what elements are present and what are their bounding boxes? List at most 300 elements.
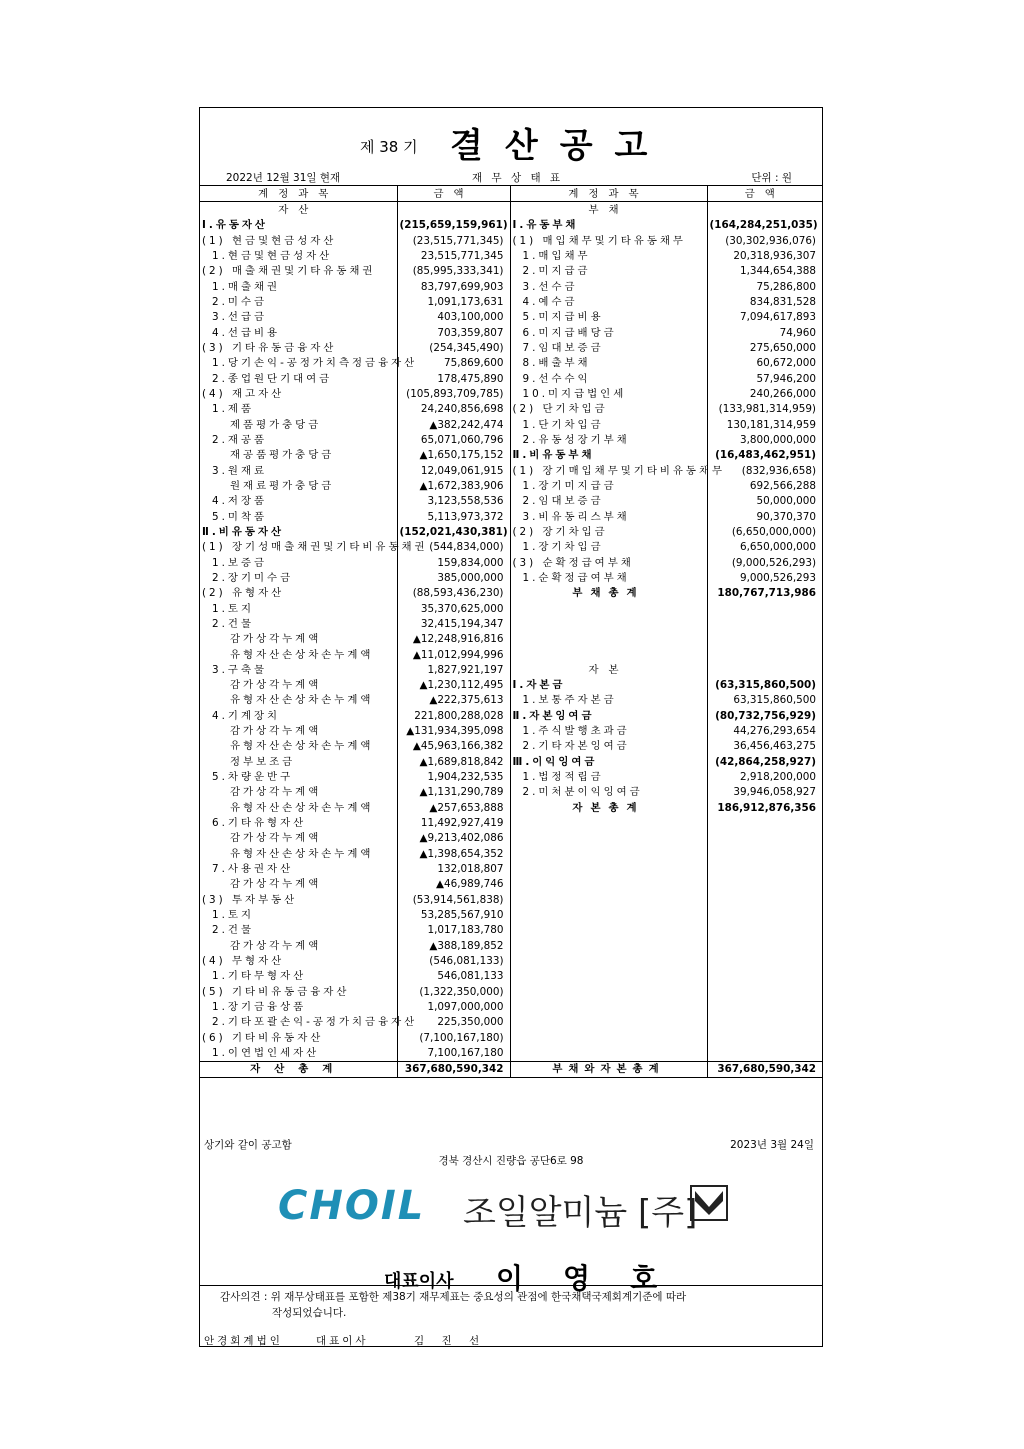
liab-account-cell (510, 861, 707, 876)
asset-account-cell: 1.장기금융상품 (212, 1001, 307, 1014)
logo-mark-icon (690, 1185, 728, 1221)
liab-amount-cell: 6,650,000,000 (707, 540, 822, 555)
liab-account-cell (510, 969, 707, 984)
asset-account-cell: (3) 기타유동금융자산 (202, 341, 337, 354)
liab-amount-cell: 1,344,654,388 (707, 264, 822, 279)
liab-account-cell: 3.비유동리스부채 (510, 509, 707, 524)
liab-amount-cell: 186,912,876,356 (707, 800, 822, 815)
asset-amount-cell: 1,827,921,197 (397, 662, 510, 677)
table-row (200, 892, 822, 907)
asset-account-cell: (2) 유형자산 (202, 587, 285, 600)
liab-account-cell: 9.선수수익 (510, 371, 707, 386)
period-label: 제 38 기 (360, 138, 418, 156)
asset-amount-cell: 75,869,600 (397, 356, 510, 371)
liab-amount-cell: (6,650,000,000) (707, 524, 822, 539)
liab-amount-cell (707, 202, 822, 218)
asset-account-cell: 1.매출채권 (212, 280, 281, 293)
table-row (200, 923, 822, 938)
asset-account-cell: 2.장기미수금 (212, 571, 294, 584)
asset-account-cell: 2.기타포괄손익-공정가치금융자산 (212, 1016, 418, 1029)
audit-opinion-line1: 감사의견 : 위 재무상태표를 포함한 제38기 재무제표는 중요성의 관점에 한국채택국제회계기준에 따라 (220, 1291, 687, 1303)
liab-amount-cell (707, 938, 822, 953)
asset-account-cell: 5.미착품 (212, 510, 268, 523)
liab-amount-cell (707, 892, 822, 907)
table-row (200, 831, 822, 846)
table-row (200, 463, 822, 478)
liab-account-cell (510, 984, 707, 999)
asset-account-cell: 6.기타유형자산 (212, 817, 307, 830)
table-row (200, 938, 822, 953)
liab-amount-cell: (42,864,258,927) (707, 754, 822, 769)
liab-amount-cell: 90,370,370 (707, 509, 822, 524)
asset-amount-cell: 24,240,856,698 (397, 402, 510, 417)
asset-amount-cell: ▲11,012,994,996 (397, 647, 510, 662)
liab-account-cell: (1) 매입채무및기타유동채무 (510, 233, 707, 248)
asset-account-cell: 자산 (278, 203, 319, 216)
liab-account-cell (510, 616, 707, 631)
liab-account-cell: 4.예수금 (510, 294, 707, 309)
table-row (200, 877, 822, 892)
liab-account-cell: (1) 장기매입채무및기타비유동채무 (510, 463, 707, 478)
table-row (200, 647, 822, 662)
table-row (200, 202, 822, 218)
liab-account-cell: Ⅱ.비유동부채 (510, 448, 707, 463)
asset-amount-cell: ▲1,398,654,352 (397, 846, 510, 861)
asset-amount-cell: (88,593,436,230) (397, 586, 510, 601)
liab-amount-cell: (80,732,756,929) (707, 708, 822, 723)
liab-account-cell (510, 647, 707, 662)
table-row (200, 478, 822, 493)
table-row (200, 524, 822, 539)
liab-account-cell (510, 938, 707, 953)
asset-amount-cell: 11,492,927,419 (397, 815, 510, 830)
asset-amount-cell: ▲1,689,818,842 (397, 754, 510, 769)
totals-row (200, 1061, 822, 1077)
logo-korean-text: 조일알미늄 [주] (463, 1193, 698, 1233)
asset-amount-cell: 12,049,061,915 (397, 463, 510, 478)
table-row (200, 371, 822, 386)
notice-footer (200, 1135, 822, 1348)
table-row (200, 325, 822, 340)
asset-account-cell: 1.현금및현금성자산 (212, 249, 333, 262)
liab-account-cell (510, 907, 707, 922)
liab-amount-cell (707, 846, 822, 861)
asset-amount-cell: (152,021,430,381) (397, 524, 510, 539)
table-row (200, 601, 822, 616)
liab-amount-cell: 50,000,000 (707, 494, 822, 509)
liab-account-cell: 부채총계 (510, 586, 707, 601)
liab-amount-cell (707, 815, 822, 830)
liab-amount-cell (707, 907, 822, 922)
liab-amount-cell (707, 984, 822, 999)
notice-frame (199, 107, 823, 1347)
liab-account-cell: Ⅲ.이익잉여금 (510, 754, 707, 769)
liab-account-cell (510, 892, 707, 907)
table-row (200, 739, 822, 754)
company-logo (278, 1183, 738, 1233)
table-row (200, 999, 822, 1014)
liab-account-cell: 8.배출부채 (510, 356, 707, 371)
table-row (200, 233, 822, 248)
liab-account-cell: 1.순확정급여부채 (510, 570, 707, 585)
table-row (200, 248, 822, 263)
assets-total-label: 자산총계 (200, 1061, 397, 1077)
asset-account-cell: 1.기타무형자산 (212, 970, 307, 983)
asset-account-cell: (1) 현금및현금성자산 (202, 234, 337, 247)
liab-account-cell: 2.미처분이익잉여금 (510, 785, 707, 800)
liab-amount-cell (707, 662, 822, 677)
logo-latin-text: CHOIL (278, 1183, 426, 1229)
liab-amount-cell: 57,946,200 (707, 371, 822, 386)
liab-amount-cell: (30,302,936,076) (707, 233, 822, 248)
liab-amount-cell (707, 647, 822, 662)
asset-amount-cell (397, 202, 510, 218)
table-row (200, 969, 822, 984)
audit-opinion (220, 1289, 780, 1321)
asset-account-cell: 1.토지 (212, 602, 254, 615)
liab-amount-cell: 130,181,314,959 (707, 417, 822, 432)
asset-amount-cell: (546,081,133) (397, 953, 510, 968)
liab-account-cell: Ⅱ.자본잉여금 (510, 708, 707, 723)
ceo-title: 대표이사 (384, 1271, 454, 1292)
asset-account-cell: (1) 장기성매출채권및기타비유동채권 (202, 541, 428, 554)
asset-account-cell: (5) 기타비유동금융자산 (202, 985, 350, 998)
asset-account-cell: 1.토지 (212, 909, 254, 922)
auditor-name: 김 진 선 (414, 1335, 480, 1347)
asset-amount-cell: ▲388,189,852 (397, 938, 510, 953)
liab-account-cell (510, 923, 707, 938)
table-row (200, 294, 822, 309)
liab-amount-cell: (16,483,462,951) (707, 448, 822, 463)
table-row (200, 815, 822, 830)
asset-account-cell: 유형자산손상차손누계액 (230, 648, 374, 661)
asset-account-cell: (4) 재고자산 (202, 387, 285, 400)
table-row (200, 448, 822, 463)
liab-amount-cell: 692,566,288 (707, 478, 822, 493)
table-row (200, 340, 822, 355)
table-row (200, 432, 822, 447)
liab-account-cell: (3) 순확정급여부채 (510, 555, 707, 570)
asset-amount-cell: 546,081,133 (397, 969, 510, 984)
auditor-role: 대표이사 (316, 1335, 369, 1347)
asset-amount-cell: ▲382,242,474 (397, 417, 510, 432)
asset-account-cell: 7.사용권자산 (212, 863, 294, 876)
asset-account-cell: 2.미수금 (212, 295, 268, 308)
asset-amount-cell: (85,995,333,341) (397, 264, 510, 279)
asset-amount-cell: 385,000,000 (397, 570, 510, 585)
table-row (200, 723, 822, 738)
asset-amount-cell: (1,322,350,000) (397, 984, 510, 999)
asset-amount-cell: 1,097,000,000 (397, 999, 510, 1014)
asset-amount-cell: ▲46,989,746 (397, 877, 510, 892)
liab-amount-cell (707, 999, 822, 1014)
asset-amount-cell: 403,100,000 (397, 310, 510, 325)
asset-account-cell: 유형자산손상차손누계액 (230, 740, 374, 753)
liab-amount-cell (707, 877, 822, 892)
asset-account-cell: 감가상각누계액 (230, 725, 322, 738)
table-row (200, 1015, 822, 1030)
table-row (200, 632, 822, 647)
asset-account-cell: 3.선급금 (212, 311, 268, 324)
asset-account-cell: 3.구축물 (212, 663, 268, 676)
liab-amount-cell (707, 616, 822, 631)
table-row (200, 509, 822, 524)
table-row (200, 386, 822, 401)
col-header-account-right: 계정과목 (510, 186, 707, 202)
asset-amount-cell: ▲257,653,888 (397, 800, 510, 815)
liab-amount-cell (707, 632, 822, 647)
liab-amount-cell: (63,315,860,500) (707, 678, 822, 693)
asset-account-cell: 1.당기손익-공정가치측정금융자산 (212, 357, 418, 370)
liab-amount-cell: 36,456,463,275 (707, 739, 822, 754)
liab-account-cell: 1.단기차입금 (510, 417, 707, 432)
col-header-account-left: 계정과목 (200, 186, 397, 202)
asset-amount-cell: ▲1,650,175,152 (397, 448, 510, 463)
liab-account-cell (510, 831, 707, 846)
asset-amount-cell: 23,515,771,345 (397, 248, 510, 263)
asset-amount-cell: 132,018,807 (397, 861, 510, 876)
asset-account-cell: 4.기계장치 (212, 709, 281, 722)
table-row (200, 785, 822, 800)
table-row (200, 754, 822, 769)
asset-account-cell: 유형자산손상차손누계액 (230, 847, 374, 860)
table-row (200, 402, 822, 417)
liab-amount-cell: (9,000,526,293) (707, 555, 822, 570)
liab-amount-cell: (832,936,658) (707, 463, 822, 478)
assets-total-value: 367,680,590,342 (397, 1061, 510, 1077)
asset-account-cell: 1.이연법인세자산 (212, 1047, 320, 1060)
asset-amount-cell: 1,904,232,535 (397, 769, 510, 784)
liab-amount-cell: 3,800,000,000 (707, 432, 822, 447)
liab-account-cell: (2) 단기차입금 (510, 402, 707, 417)
table-row (200, 846, 822, 861)
table-row (200, 264, 822, 279)
liab-amount-cell (707, 601, 822, 616)
table-row (200, 356, 822, 371)
liab-account-cell (510, 999, 707, 1014)
liab-account-cell: Ⅰ.유동부채 (510, 218, 707, 233)
liab-account-cell: 7.임대보증금 (510, 340, 707, 355)
asset-account-cell: 1.제품 (212, 403, 254, 416)
asset-amount-cell: (23,515,771,345) (397, 233, 510, 248)
statement-name: 재 무 상 태 표 (472, 172, 564, 184)
liab-account-cell (510, 846, 707, 861)
liab-amount-cell: 9,000,526,293 (707, 570, 822, 585)
table-row (200, 678, 822, 693)
liab-amount-cell: 44,276,293,654 (707, 723, 822, 738)
liab-account-cell: 5.미지급비용 (510, 310, 707, 325)
asset-account-cell: 4.저장품 (212, 495, 268, 508)
liab-amount-cell (707, 953, 822, 968)
liab-account-cell: 1.주식발행초과금 (510, 723, 707, 738)
table-row (200, 417, 822, 432)
statement-date: 2022년 12월 31일 현재 (226, 172, 341, 184)
liab-account-cell: 1.법정적립금 (510, 769, 707, 784)
asset-account-cell: 4.선급비용 (212, 326, 281, 339)
asset-account-cell: 감가상각누계액 (230, 832, 322, 845)
asset-amount-cell: 1,091,173,631 (397, 294, 510, 309)
liab-account-cell: 2.임대보증금 (510, 494, 707, 509)
asset-amount-cell: (105,893,709,785) (397, 386, 510, 401)
table-row (200, 555, 822, 570)
liab-account-cell: 부채 (510, 202, 707, 218)
liab-account-cell: 3.선수금 (510, 279, 707, 294)
asset-amount-cell: 159,834,000 (397, 555, 510, 570)
asset-amount-cell: ▲1,230,112,495 (397, 678, 510, 693)
asset-account-cell: (2) 매출채권및기타유동채권 (202, 265, 376, 278)
asset-account-cell: (3) 투자부동산 (202, 893, 298, 906)
liab-account-cell: 2.미지급금 (510, 264, 707, 279)
table-row (200, 540, 822, 555)
asset-amount-cell: 65,071,060,796 (397, 432, 510, 447)
liab-amount-cell (707, 1045, 822, 1061)
asset-amount-cell: 703,359,807 (397, 325, 510, 340)
asset-account-cell: 2.종업원단기대여금 (212, 372, 333, 385)
table-row (200, 1030, 822, 1045)
table-body (200, 202, 822, 1061)
ceo-name: 이영호 (496, 1262, 698, 1295)
liab-amount-cell: 20,318,936,307 (707, 248, 822, 263)
liab-account-cell (510, 815, 707, 830)
asset-amount-cell: 32,415,194,347 (397, 616, 510, 631)
liab-account-cell: 2.기타자본잉여금 (510, 739, 707, 754)
asset-amount-cell: 1,017,183,780 (397, 923, 510, 938)
asset-amount-cell: (7,100,167,180) (397, 1030, 510, 1045)
asset-account-cell: 감가상각누계액 (230, 878, 322, 891)
liab-amount-cell (707, 923, 822, 938)
asset-account-cell: 1.보증금 (212, 556, 268, 569)
table-row (200, 279, 822, 294)
liab-account-cell: 1.매입채무 (510, 248, 707, 263)
table-row (200, 769, 822, 784)
asset-amount-cell: ▲9,213,402,086 (397, 831, 510, 846)
liab-amount-cell: 75,286,800 (707, 279, 822, 294)
balance-sheet-table (200, 185, 822, 1078)
liab-account-cell: 자본 (510, 662, 707, 677)
table-row (200, 616, 822, 631)
notice-date: 2023년 3월 24일 (730, 1139, 814, 1151)
liab-amount-cell: 7,094,617,893 (707, 310, 822, 325)
asset-amount-cell: 3,123,558,536 (397, 494, 510, 509)
asset-amount-cell: 225,350,000 (397, 1015, 510, 1030)
asset-amount-cell: 83,797,699,903 (397, 279, 510, 294)
asset-account-cell: 감가상각누계액 (230, 633, 322, 646)
liab-account-cell: 2.유동성장기부채 (510, 432, 707, 447)
asset-amount-cell: ▲222,375,613 (397, 693, 510, 708)
asset-account-cell: 감가상각누계액 (230, 679, 322, 692)
table-row (200, 662, 822, 677)
table-row (200, 953, 822, 968)
asset-account-cell: 3.원재료 (212, 464, 268, 477)
asset-account-cell: 2.건물 (212, 924, 254, 937)
liab-account-cell: Ⅰ.자본금 (510, 678, 707, 693)
liab-amount-cell (707, 1030, 822, 1045)
asset-account-cell: 원재료평가충당금 (230, 479, 335, 492)
table-row (200, 708, 822, 723)
table-header-row (200, 186, 822, 202)
liab-equity-total-label: 부채와자본총계 (510, 1061, 707, 1077)
table-row (200, 1045, 822, 1061)
liab-account-cell (510, 1045, 707, 1061)
liab-amount-cell: (164,284,251,035) (707, 218, 822, 233)
liab-account-cell (510, 601, 707, 616)
asset-account-cell: 재공품평가충당금 (230, 449, 335, 462)
company-address: 경북 경산시 진량읍 공단6로 98 (438, 1155, 584, 1167)
asset-amount-cell: (254,345,490) (397, 340, 510, 355)
unit-label: 단위 : 원 (751, 172, 792, 184)
asset-amount-cell: ▲1,131,290,789 (397, 785, 510, 800)
liab-amount-cell: 2,918,200,000 (707, 769, 822, 784)
liab-account-cell (510, 632, 707, 647)
liab-amount-cell (707, 831, 822, 846)
liab-amount-cell (707, 969, 822, 984)
asset-account-cell: 5.차량운반구 (212, 771, 294, 784)
liab-account-cell: 1.장기미지급금 (510, 478, 707, 493)
liab-account-cell: 1.보통주자본금 (510, 693, 707, 708)
liab-equity-total-value: 367,680,590,342 (707, 1061, 822, 1077)
table-row (200, 218, 822, 233)
footer-divider (200, 1285, 822, 1286)
asset-account-cell: 감가상각누계액 (230, 939, 322, 952)
liab-amount-cell: 834,831,528 (707, 294, 822, 309)
asset-account-cell: 2.재공품 (212, 433, 268, 446)
table-row (200, 861, 822, 876)
liab-amount-cell: 63,315,860,500 (707, 693, 822, 708)
liab-account-cell (510, 877, 707, 892)
liab-account-cell (510, 953, 707, 968)
statement-subheader (200, 168, 822, 184)
table-row (200, 907, 822, 922)
table-row (200, 494, 822, 509)
asset-amount-cell: (215,659,159,961) (397, 218, 510, 233)
table-row (200, 984, 822, 999)
table-row (200, 586, 822, 601)
asset-amount-cell: (53,914,561,838) (397, 892, 510, 907)
table-row (200, 800, 822, 815)
liab-amount-cell: 74,960 (707, 325, 822, 340)
asset-amount-cell: (544,834,000) (397, 540, 510, 555)
liab-account-cell (510, 1015, 707, 1030)
liab-amount-cell: 240,266,000 (707, 386, 822, 401)
asset-account-cell: 정부보조금 (230, 755, 296, 768)
asset-account-cell: (4) 무형자산 (202, 955, 285, 968)
asset-amount-cell: ▲131,934,395,098 (397, 723, 510, 738)
asset-account-cell: (6) 기타비유동자산 (202, 1031, 324, 1044)
liab-amount-cell: (133,981,314,959) (707, 402, 822, 417)
liab-amount-cell (707, 861, 822, 876)
asset-amount-cell: ▲45,963,166,382 (397, 739, 510, 754)
table-row (200, 570, 822, 585)
asset-amount-cell: 35,370,625,000 (397, 601, 510, 616)
asset-amount-cell: ▲1,672,383,906 (397, 478, 510, 493)
page-title: 결산공고 (450, 126, 670, 166)
audit-opinion-line2: 작성되었습니다. (272, 1307, 347, 1319)
liab-amount-cell: 180,767,713,986 (707, 586, 822, 601)
col-header-amount-left: 금액 (397, 186, 510, 202)
liab-amount-cell: 60,672,000 (707, 356, 822, 371)
table-row (200, 310, 822, 325)
asset-amount-cell: 53,285,567,910 (397, 907, 510, 922)
asset-amount-cell: 7,100,167,180 (397, 1045, 510, 1061)
liab-account-cell (510, 1030, 707, 1045)
auditor-firm: 안경회계법인 (204, 1335, 283, 1347)
asset-account-cell: 유형자산손상차손누계액 (230, 801, 374, 814)
liab-account-cell: 자본총계 (510, 800, 707, 815)
liab-account-cell: 10.미지급법인세 (510, 386, 707, 401)
liab-amount-cell: 39,946,058,927 (707, 785, 822, 800)
asset-amount-cell: 178,475,890 (397, 371, 510, 386)
asset-account-cell: 제품평가충당금 (230, 418, 322, 431)
